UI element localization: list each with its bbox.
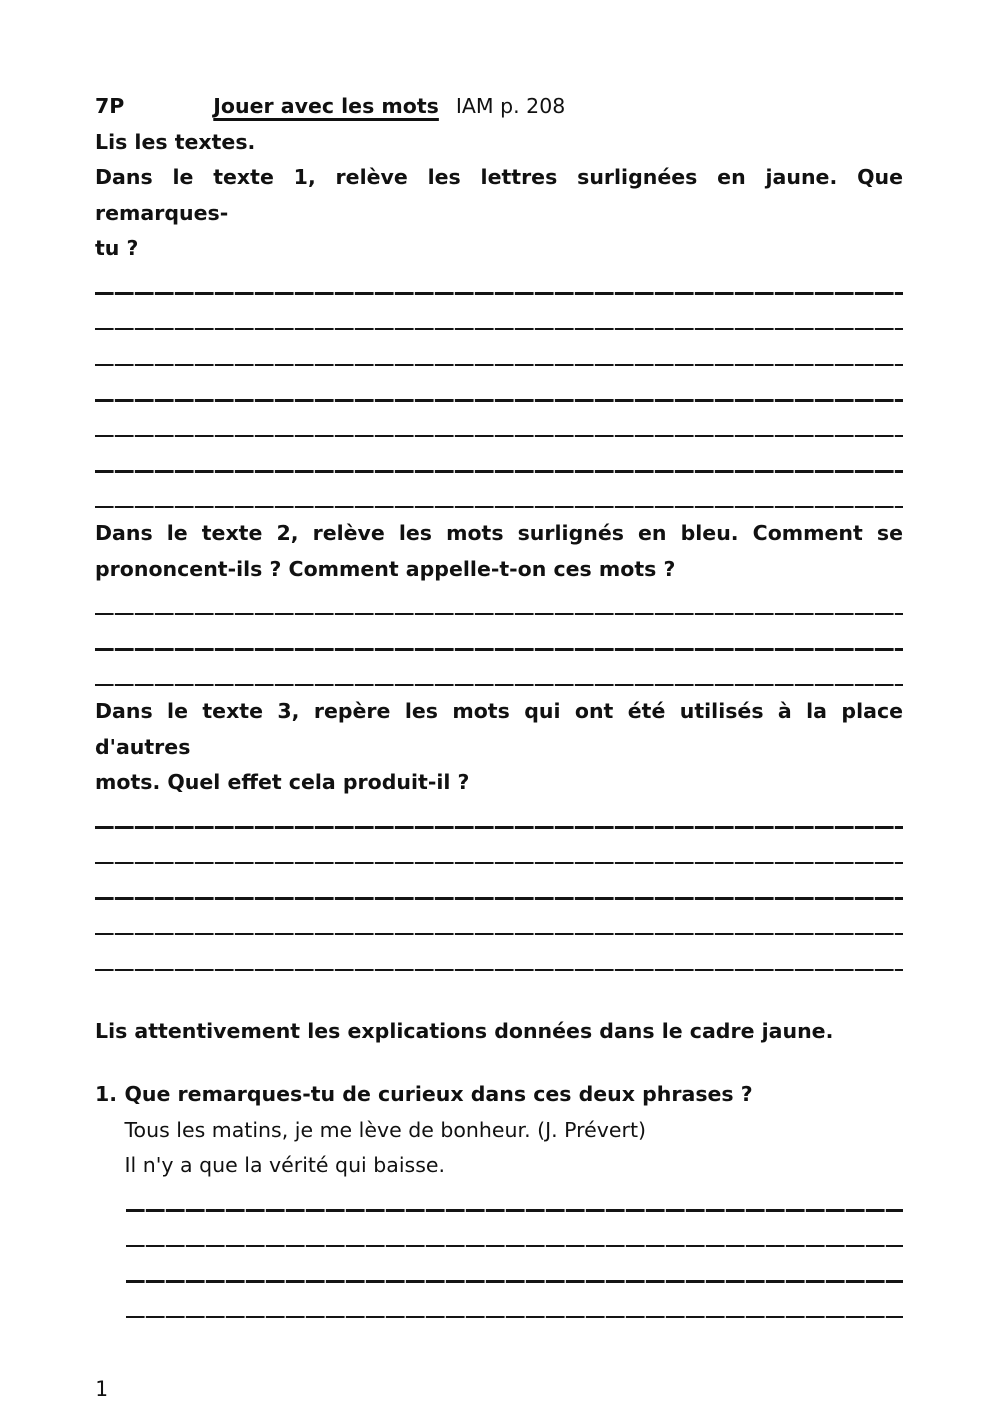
- question-1: [95, 1077, 903, 1326]
- spacer: [95, 1050, 903, 1077]
- answer-line: [95, 481, 903, 517]
- answer-line: [95, 801, 903, 837]
- answer-line: [95, 908, 903, 944]
- answer-line: [95, 587, 903, 623]
- task-3-answer-lines: [95, 801, 903, 979]
- answer-line: [95, 445, 903, 481]
- task-2-line-2: prononcent-ils ? Comment appelle-t-on ces mots ?: [95, 556, 676, 581]
- question-1-number: 1.: [95, 1082, 118, 1107]
- task-1-line-1: Dans le texte 1, relève les lettres surlignées en jaune. Que remarques-: [95, 165, 903, 225]
- page-header: [95, 89, 903, 125]
- instruction-read-yellow-box: Lis attentivement les explications données dans le cadre jaune.: [95, 1019, 834, 1044]
- answer-line: [95, 303, 903, 339]
- answer-line: [95, 623, 903, 659]
- task-1-line-2: tu ?: [95, 236, 139, 261]
- textbook-reference: IAM p. 208: [455, 94, 566, 118]
- answer-line: [126, 1255, 904, 1291]
- answer-line: [95, 836, 903, 872]
- answer-line: [95, 267, 903, 303]
- question-1-example-1: Tous les matins, je me lève de bonheur. (J. Prévert): [124, 1117, 646, 1142]
- question-1-answer-lines: [126, 1184, 904, 1326]
- answer-line: [95, 943, 903, 979]
- task-3-line-1: Dans le texte 3, repère les mots qui ont été utilisés à la place d'autres: [95, 699, 903, 759]
- answer-line: [126, 1291, 904, 1327]
- task-2-line-1: Dans le texte 2, relève les mots surlignés en bleu. Comment se: [95, 521, 903, 546]
- answer-line: [95, 409, 903, 445]
- answer-line: [126, 1219, 904, 1255]
- answer-line: [95, 374, 903, 410]
- task-2-answer-lines: [95, 587, 903, 694]
- page-title: Jouer avec les mots: [213, 94, 439, 118]
- page-number: 1: [95, 1377, 108, 1402]
- course-label: 7P: [95, 94, 125, 118]
- task-3-line-2: mots. Quel effet cela produit-il ?: [95, 770, 470, 795]
- task-3: [95, 694, 903, 979]
- question-1-example-2: Il n'y a que la vérité qui baisse.: [124, 1153, 446, 1178]
- answer-line: [95, 872, 903, 908]
- answer-line: [126, 1184, 904, 1220]
- task-1-answer-lines: [95, 267, 903, 516]
- answer-line: [95, 338, 903, 374]
- question-1-heading: [95, 1077, 903, 1113]
- instruction-read-texts: Lis les textes.: [95, 129, 256, 154]
- spacer: [95, 979, 903, 1015]
- task-2: [95, 516, 903, 694]
- question-1-text: Que remarques-tu de curieux dans ces deux phrases ?: [124, 1082, 753, 1107]
- answer-line: [95, 659, 903, 695]
- task-1: [95, 160, 903, 516]
